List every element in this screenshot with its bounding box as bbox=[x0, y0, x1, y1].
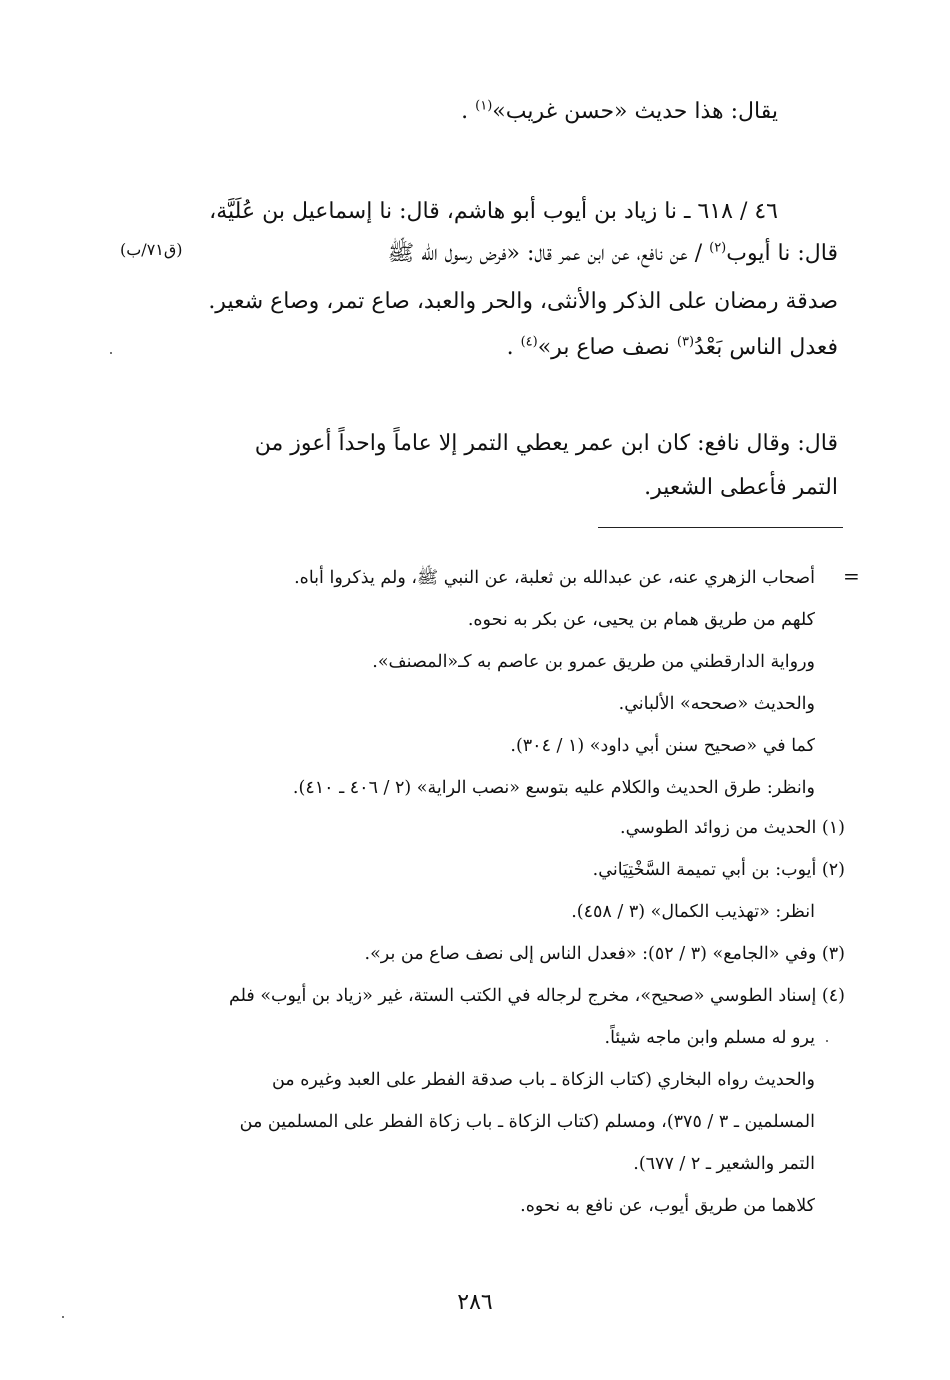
footnote-4-line-4: المسلمين ـ ٣ / ٣٧٥)، ومسلم (كتاب الزكاة ـ باب زكاة الفطر على المسلمين من bbox=[239, 1112, 815, 1132]
hadith-line-4-b: نصف صاع بر» bbox=[537, 335, 677, 360]
hadith-line-4-a: فعدل الناس بَعْدُ bbox=[694, 335, 838, 360]
hadith-line-1-text: ٤٦ / ٦١٨ ـ نا زياد بن أيوب أبو هاشم، قال: نا إسماعيل بن عُلَيَّة، bbox=[209, 199, 778, 224]
hadith-line-4-end: . bbox=[506, 335, 521, 360]
hadith-line-1 bbox=[209, 198, 778, 226]
line-1-text: يقال: هذا حديث «حسن غريب» bbox=[492, 99, 778, 124]
footnote-4-line-5: التمر والشعير ـ ٢ / ٦٧٧). bbox=[633, 1154, 815, 1174]
nafi-line-1 bbox=[255, 430, 838, 458]
hadith-line-2-a: قال: نا أيوب bbox=[726, 241, 838, 266]
hadith-line-2-b: / عن نافع، عن ابن عمر قال: «فرض رسول الله ﷺ bbox=[387, 241, 710, 266]
page-number: ٢٨٦ bbox=[457, 1290, 493, 1315]
continuation-marker: = bbox=[843, 564, 860, 588]
line-1-end: . bbox=[461, 99, 476, 124]
nafi-line-1-text: قال: وقال نافع: كان ابن عمر يعطي التمر إلا عاماً واحداً أعوز من bbox=[254, 431, 838, 456]
footnote-2-line-2: انظر: «تهذيب الكمال» (٣ / ٤٥٨). bbox=[571, 902, 815, 922]
line-1 bbox=[461, 98, 778, 126]
nafi-line-2 bbox=[644, 474, 838, 502]
footnote-ref-4: (٤) bbox=[520, 334, 538, 350]
footnote-4-line-3: والحديث رواه البخاري (كتاب الزكاة ـ باب صدقة الفطر على العبد وغيره من bbox=[271, 1070, 815, 1090]
scan-speck bbox=[62, 1316, 64, 1318]
footnote-cont-line-4: والحديث «صححه» الألباني. bbox=[618, 694, 815, 714]
hadith-line-2 bbox=[388, 240, 838, 268]
hadith-line-3 bbox=[208, 288, 838, 316]
footnote-ref-2: (٢) bbox=[709, 240, 727, 256]
footnote-ref-1: (١) bbox=[475, 98, 493, 114]
manuscript-margin-note: (ق٧١/ب) bbox=[120, 240, 183, 259]
hadith-line-4 bbox=[507, 334, 838, 362]
footnote-3: (٣) وفي «الجامع» (٣ / ٥٢): «فعدل الناس إلى نصف صاع من بر». bbox=[364, 944, 845, 964]
footnote-cont-line-3: ورواية الدارقطني من طريق عمرو بن عاصم به كـ«المصنف». bbox=[372, 652, 815, 672]
footnote-cont-line-5: كما في «صحيح سنن أبي داود» (١ / ٣٠٤). bbox=[510, 736, 815, 756]
footnote-cont-line-2: كلهم من طريق همام بن يحيى، عن بكر به نحوه. bbox=[467, 610, 815, 630]
footnote-separator bbox=[598, 527, 843, 528]
footnote-4-line-2: يرو له مسلم وابن ماجه شيئاً. bbox=[604, 1028, 815, 1048]
footnote-4-line-1: (٤) إسناد الطوسي «صحيح»، مخرج لرجاله في الكتب الستة، غير «زياد بن أيوب» فلم bbox=[228, 986, 845, 1006]
hadith-line-3-text: صدقة رمضان على الذكر والأنثى، والحر والعبد، صاع تمر، وصاع شعير. bbox=[208, 289, 838, 314]
footnote-4-line-6: كلاهما من طريق أيوب، عن نافع به نحوه. bbox=[520, 1196, 815, 1216]
scan-speck bbox=[826, 1040, 828, 1042]
footnote-cont-line-6: وانظر: طرق الحديث والكلام عليه بتوسع «نصب الراية» (٢ / ٤٠٦ ـ ٤١٠). bbox=[292, 778, 815, 798]
footnote-cont-line-1: أصحاب الزهري عنه، عن عبدالله بن ثعلبة، عن النبي ﷺ، ولم يذكروا أباه. bbox=[294, 568, 815, 588]
nafi-line-2-text: التمر فأعطى الشعير. bbox=[644, 475, 838, 500]
scan-speck bbox=[110, 352, 112, 354]
footnote-2-line-1: (٢) أيوب: بن أبي تميمة السَّخْتِيَاني. bbox=[592, 860, 845, 880]
footnote-ref-3: (٣) bbox=[676, 334, 695, 350]
footnote-1: (١) الحديث من زوائد الطوسي. bbox=[620, 818, 845, 838]
